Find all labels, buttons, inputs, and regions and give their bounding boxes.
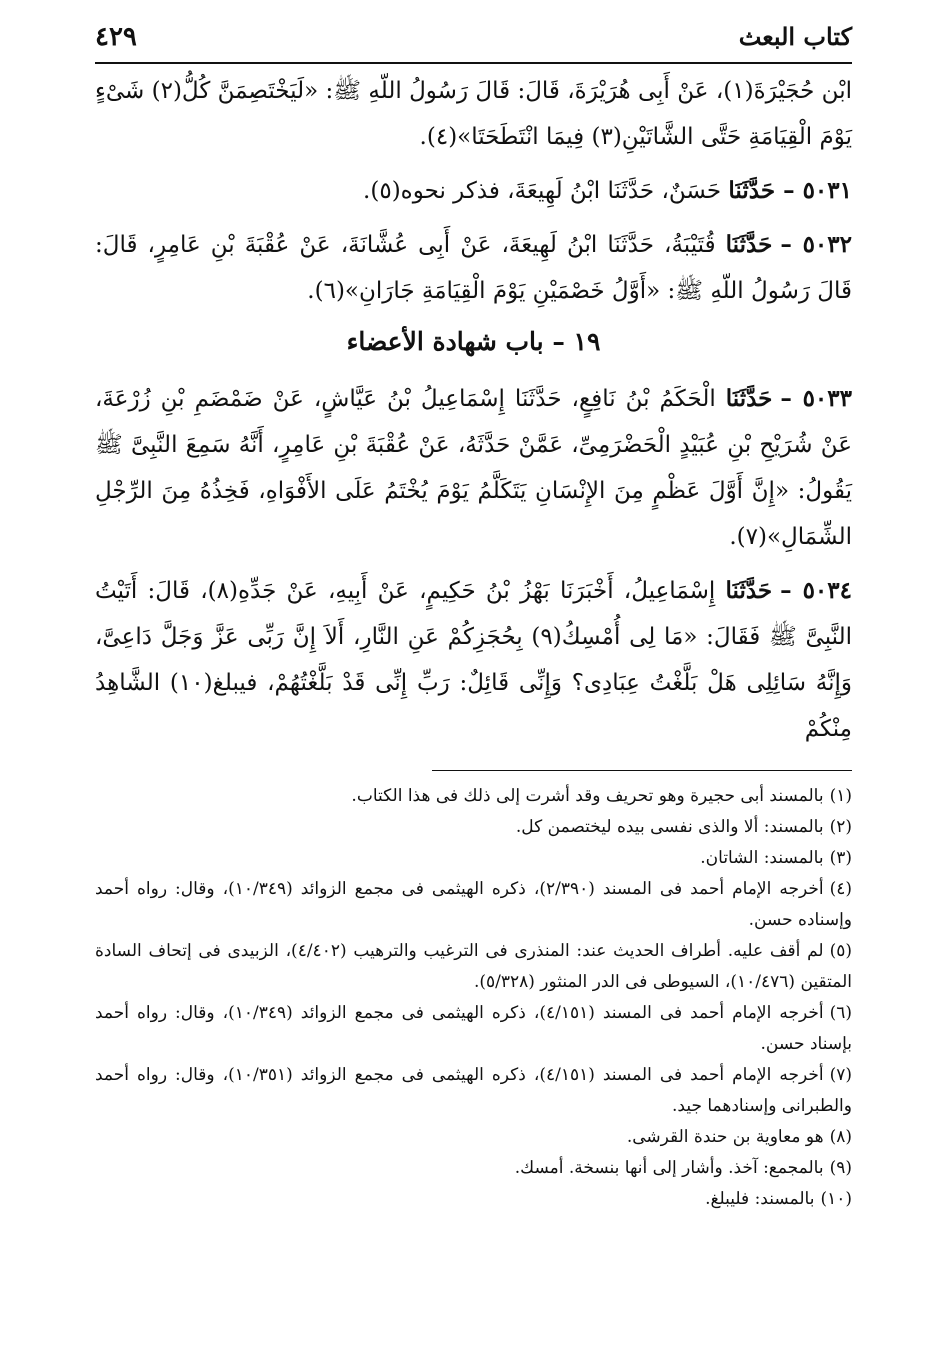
footnote bbox=[95, 1122, 852, 1153]
running-head bbox=[95, 22, 852, 64]
paragraph-text: حَسَنٌ، حَدَّثَنَا ابْنُ لَهِيعَةَ، فذكر نحوه(٥). bbox=[363, 178, 729, 204]
narration-lead: حَدَّثَنَا bbox=[725, 577, 773, 604]
footnote-text: أخرجه الإمام أحمد فى المسند (٤/١٥١)، ذكره الهيثمى فى مجمع الزوائد (١٠/٣٤٩)، وقال: رواه أحمد بإسناد حسن. bbox=[95, 1003, 852, 1054]
hadith-paragraph-5032 bbox=[95, 222, 852, 314]
narration-lead: حَدَّثَنَا bbox=[728, 177, 776, 204]
footnote-mark: (٦) bbox=[829, 1003, 852, 1023]
footnote-text: أخرجه الإمام أحمد فى المسند (٤/١٥١)، ذكره الهيثمى فى مجمع الزوائد (١٠/٣٥١)، وقال: رواه أحمد والطبرانى وإسنادهما جيد. bbox=[95, 1065, 852, 1116]
footnote bbox=[95, 843, 852, 874]
footnote-text: بالمسند أبى حجيرة وهو تحريف وقد أشرت إلى ذلك فى هذا الكتاب. bbox=[351, 786, 824, 806]
footnote-mark: (٥) bbox=[829, 941, 853, 961]
footnote bbox=[95, 998, 852, 1060]
footnote bbox=[95, 1184, 852, 1215]
footnote bbox=[95, 936, 852, 998]
footnote-text: لم أقف عليه. أطراف الحديث عند: المنذرى فى الترغيب والترهيب (٤/٤٠٢)، الزبيدى فى إتحاف السادة المتقين (١٠/٤٧٦)، السيوطى فى الدر المنثور (٥/٣٢٨). bbox=[95, 941, 852, 992]
footnote-text: هو معاوية بن حندة القرشى. bbox=[626, 1127, 824, 1147]
footnote bbox=[95, 874, 852, 936]
hadith-number: ٥٠٣٣ – bbox=[780, 385, 852, 412]
footnote-mark: (٢) bbox=[829, 817, 852, 837]
footnote-mark: (١٠) bbox=[820, 1189, 852, 1209]
footnote-text: بالمسند: الشاتان. bbox=[700, 848, 824, 868]
page-number: ٤٢٩ bbox=[95, 22, 137, 52]
footnote bbox=[95, 812, 852, 843]
narration-lead: حَدَّثَنَا bbox=[725, 385, 773, 412]
hadith-number: ٥٠٣٤ – bbox=[780, 577, 852, 604]
running-title: كتاب البعث bbox=[738, 22, 852, 51]
paragraph-text: الْحَكَمُ بْنُ نَافِعٍ، حَدَّثَنَا إِسْمَاعِيلُ بْنُ عَيَّاشٍ، عَنْ ضَمْضَمِ بْنِ زُرْعَةَ، عَنْ شُرَيْحِ بْنِ عُبَيْدٍ الْحَضْرَمِىِّ، عَمَّنْ حَدَّثَهُ، عَنْ عُقْبَةَ بْنِ عَامِرٍ، أَنَّهُ سَمِعَ النَّبِىَّ ﷺ يَقُولُ: «إِنَّ أَوَّلَ عَظْمٍ مِنَ الإِنْسَانِ يَتَكَلَّمُ يَوْمَ يُخْتَمُ عَلَى الأَفْوَاهِ، فَخِذُهُ مِنَ الرِّجْلِ الشِّمَالِ»(٧). bbox=[95, 386, 852, 550]
footnote-text: بالمسند: ألا والذى نفسى بيده ليختصمن كل. bbox=[515, 817, 824, 837]
footnote-mark: (٣) bbox=[829, 848, 852, 868]
footnote bbox=[95, 1060, 852, 1122]
footnote-mark: (٩) bbox=[829, 1158, 852, 1178]
hadith-paragraph-5031 bbox=[95, 168, 852, 214]
footnote bbox=[95, 1153, 852, 1184]
footnote-divider bbox=[432, 770, 852, 771]
footnote-text: أخرجه الإمام أحمد فى المسند (٢/٣٩٠)، ذكره الهيثمى فى مجمع الزوائد (١٠/٣٤٩)، وقال: رواه أحمد وإسناده حسن. bbox=[95, 879, 852, 930]
narration-lead: حَدَّثَنَا bbox=[725, 231, 773, 258]
footnotes bbox=[95, 781, 852, 1215]
footnote-mark: (٨) bbox=[829, 1127, 852, 1147]
hadith-number: ٥٠٣١ – bbox=[783, 177, 852, 204]
main-text bbox=[95, 68, 852, 752]
footnote-mark: (٧) bbox=[829, 1065, 852, 1085]
footnote-mark: (١) bbox=[829, 786, 852, 806]
hadith-paragraph-5033 bbox=[95, 376, 852, 560]
footnote-mark: (٤) bbox=[829, 879, 852, 899]
hadith-paragraph-continued bbox=[95, 68, 852, 160]
paragraph-text: إِسْمَاعِيلُ، أَخْبَرَنَا بَهْزُ بْنُ حَكِيمٍ، عَنْ أَبِيهِ، عَنْ جَدِّهِ(٨)، قَالَ: أَتَيْتُ النَّبِىَّ ﷺ فَقَالَ: «مَا لِى أُمْسِكُ(٩) بِحُجَزِكُمْ عَنِ النَّارِ، أَلاَ إِنَّ رَبِّى عَزَّ وَجَلَّ دَاعِىَّ، وَإِنَّهُ سَائِلِى هَلْ بَلَّغْتُ عِبَادِى؟ وَإِنِّى قَائِلٌ: رَبِّ إِنِّى قَدْ بَلَّغْتُهُمْ، فيبلغ(١٠) الشَّاهِدُ مِنْكُمْ bbox=[95, 578, 852, 742]
footnote-text: بالمجمع: آخذ. وأشار إلى أنها بنسخة. أمسك. bbox=[514, 1158, 824, 1178]
footnote bbox=[95, 781, 852, 812]
footnote-text: بالمسند: فليبلغ. bbox=[705, 1189, 815, 1209]
hadith-number: ٥٠٣٢ – bbox=[780, 231, 852, 258]
chapter-heading: ١٩ – باب شهادة الأعضاء bbox=[346, 327, 601, 356]
paragraph-text: قُتَيْبَةُ، حَدَّثَنَا ابْنُ لَهِيعَةَ، عَنْ أَبِى عُشَّانَةَ، عَنْ عُقْبَةَ بْنِ عَامِرٍ، قَالَ: قَالَ رَسُولُ اللّهِ ﷺ: «أَوَّلُ خَصْمَيْنِ يَوْمَ الْقِيَامَةِ جَارَانِ»(٦). bbox=[95, 232, 852, 304]
hadith-paragraph-5034 bbox=[95, 568, 852, 752]
paragraph-text: ابْن حُجَيْرَةَ(١)، عَنْ أَبِى هُرَيْرَةَ، قَالَ: قَالَ رَسُولُ اللّهِ ﷺ: «لَيَخْتَصِمَنَّ كُلُّ(٢) شَىْءٍ يَوْمَ الْقِيَامَةِ حَتَّى الشَّاتَيْنِ(٣) فِيمَا انْتَطَحَتَا»(٤). bbox=[95, 78, 852, 150]
